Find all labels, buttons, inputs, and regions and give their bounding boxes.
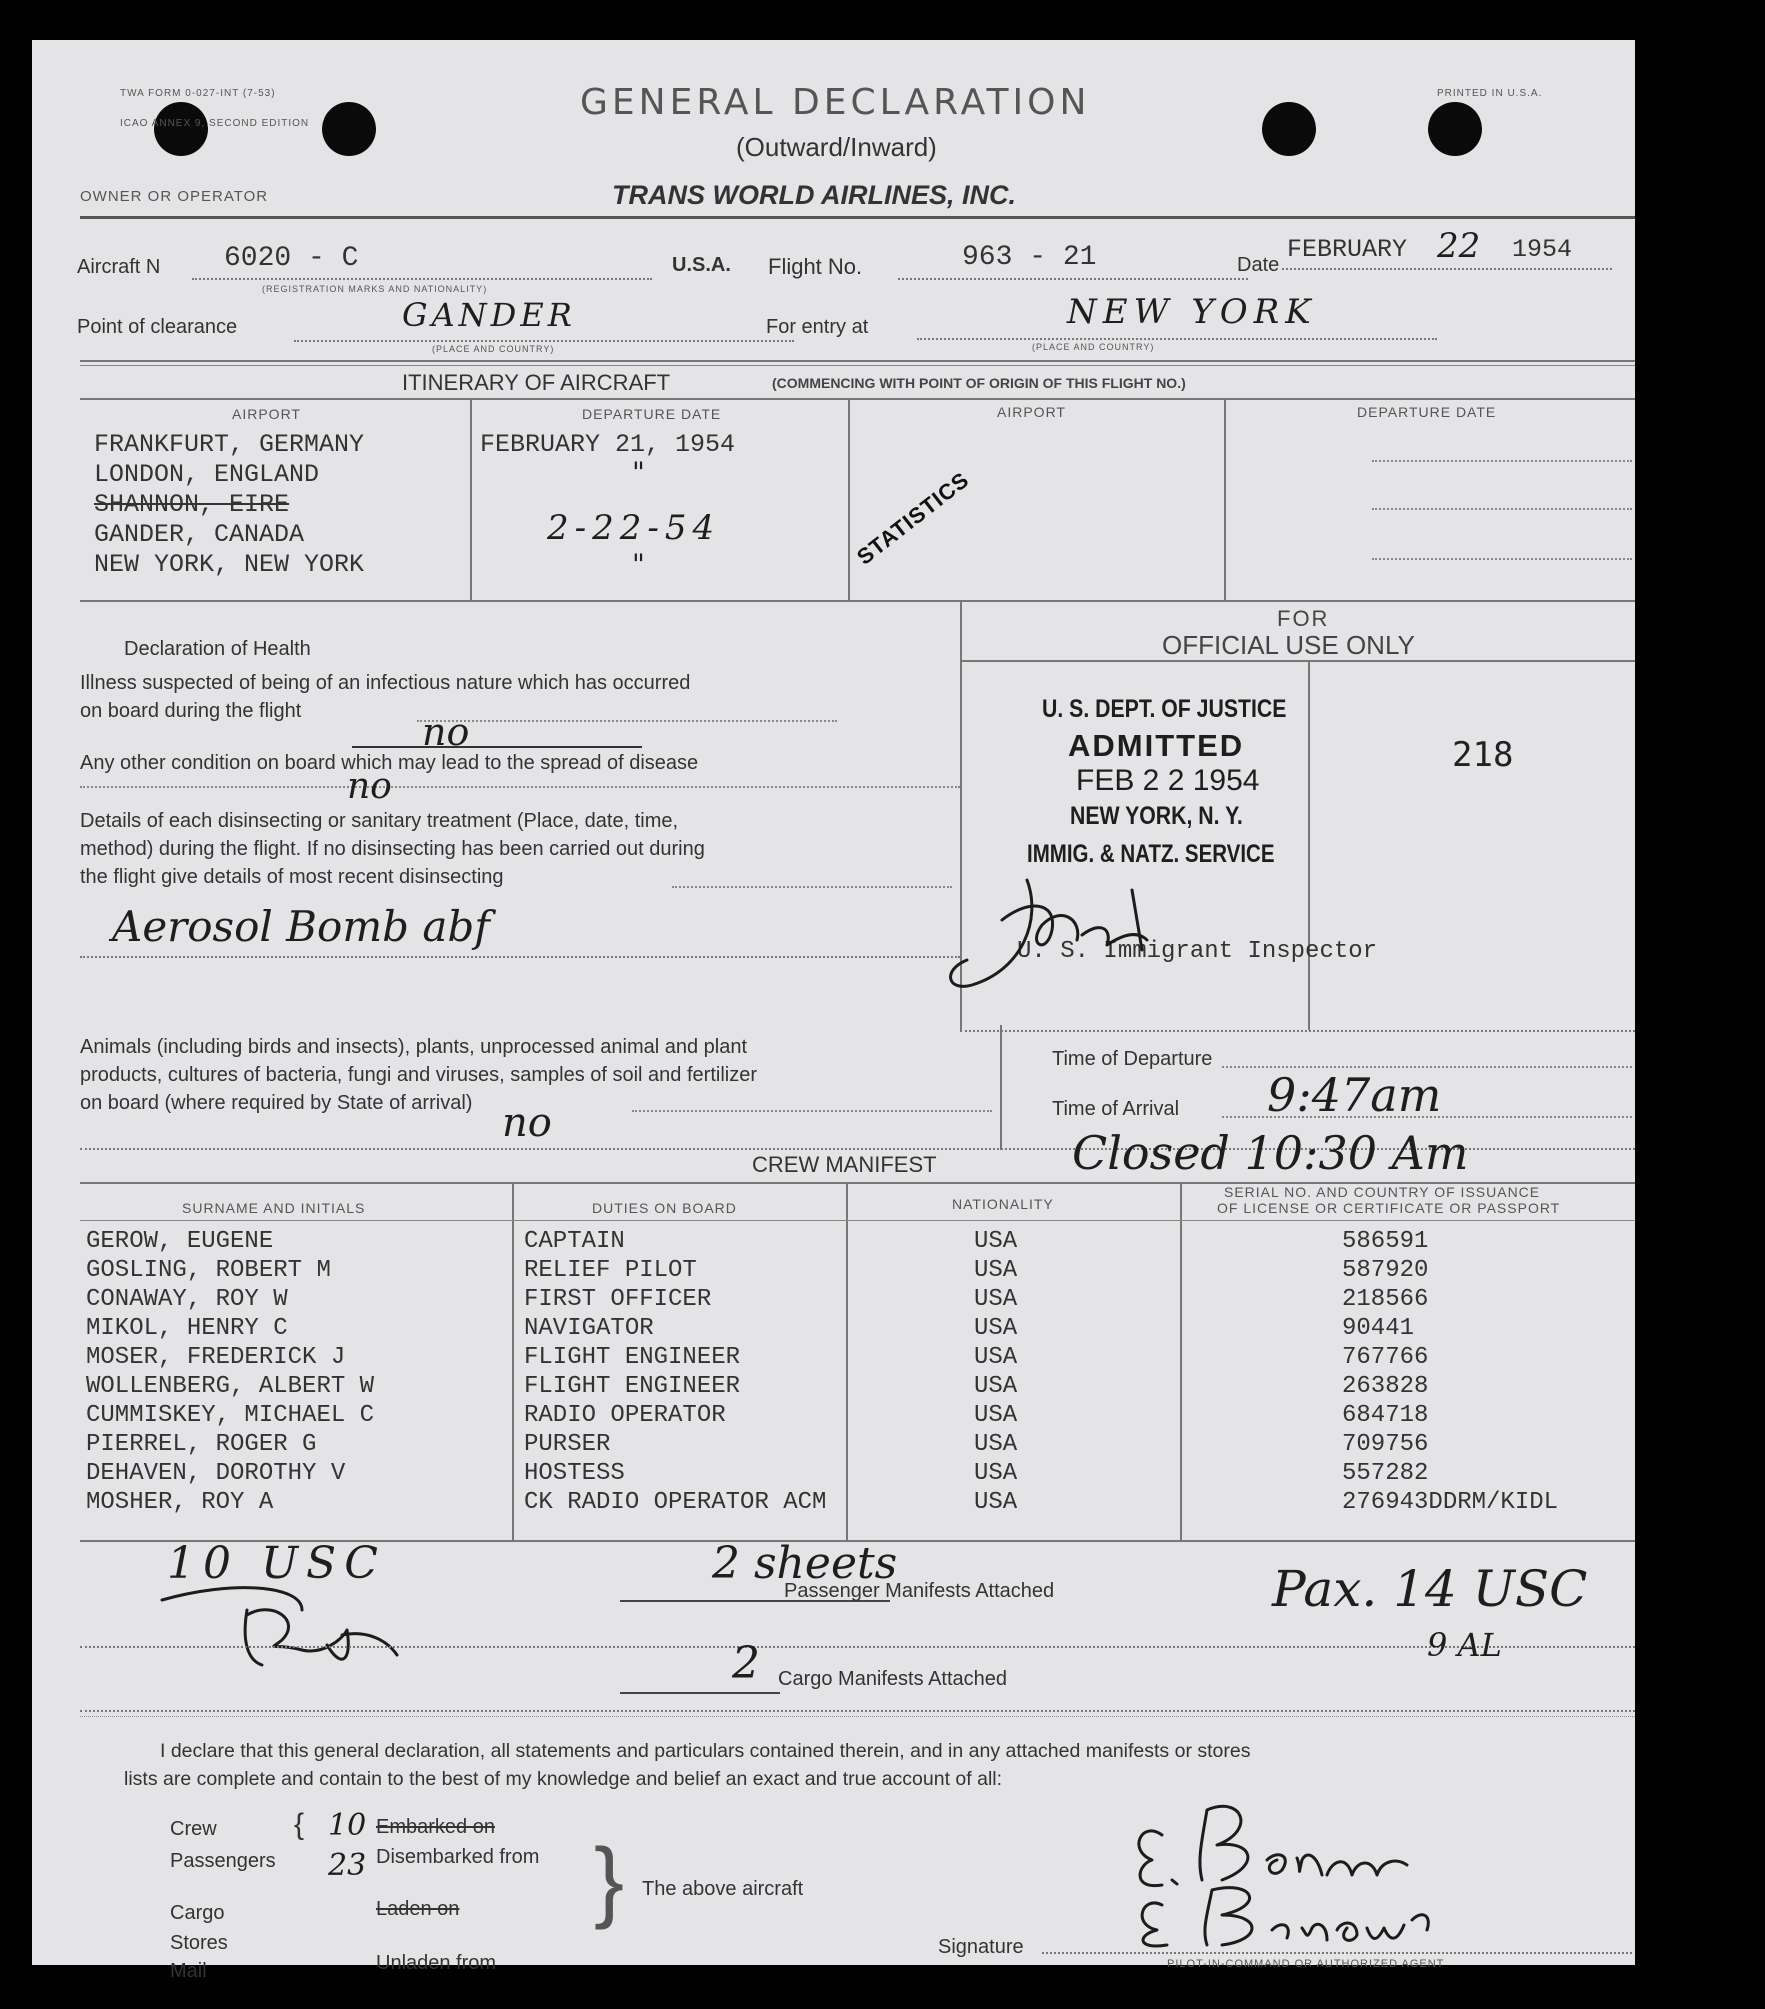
health-answer-3: Aerosol Bomb abf <box>112 902 490 951</box>
crew-duty: RELIEF PILOT <box>524 1257 697 1284</box>
aircraft-line <box>192 278 652 280</box>
divider <box>1372 508 1632 510</box>
stamp-service: IMMIG. & NATZ. SERVICE <box>1027 840 1275 868</box>
signature-label: Signature <box>938 1936 1024 1958</box>
initials-signature <box>152 1570 412 1680</box>
itinerary-airport-4: GANDER, CANADA <box>94 520 305 549</box>
stamp-admitted: ADMITTED <box>1068 728 1245 763</box>
divider <box>80 1710 1635 1712</box>
arrival-time: 9:47am <box>1267 1068 1442 1122</box>
company-name: TRANS WORLD AIRLINES, INC. <box>612 180 1016 210</box>
crew-serial: 586591 <box>1342 1228 1429 1255</box>
crew-name: GOSLING, ROBERT M <box>86 1257 331 1284</box>
signature-line <box>1042 1952 1632 1954</box>
crew-name: WOLLENBERG, ALBERT W <box>86 1373 375 1400</box>
aircraft-number: 6020 - C <box>224 243 359 274</box>
itinerary-header-date-2: DEPARTURE DATE <box>1357 404 1497 420</box>
brace-right: } <box>594 1831 625 1931</box>
stores-label: Stores <box>170 1932 228 1954</box>
stamp-date: FEB 2 2 1954 <box>1076 764 1260 797</box>
manifest-line <box>620 1692 780 1694</box>
date-year: 1954 <box>1512 235 1573 264</box>
animals-answer: no <box>502 1100 552 1146</box>
animals-line-2: products, cultures of bacteria, fungi and viruses, samples of soil and fertilizer <box>80 1064 757 1086</box>
crew-name: CUMMISKEY, MICHAEL C <box>86 1402 375 1429</box>
health-q1-line2: on board during the flight <box>80 700 302 722</box>
signer-note: PILOT-IN-COMMAND OR AUTHORIZED AGENT <box>1167 1958 1445 1970</box>
divider <box>1308 660 1310 1030</box>
official-use-label: OFFICIAL USE ONLY <box>1162 630 1415 660</box>
itinerary-date-1: FEBRUARY 21, 1954 <box>480 430 736 459</box>
crew-duty: RADIO OPERATOR <box>524 1402 726 1429</box>
crew-header-nationality: NATIONALITY <box>952 1196 1054 1212</box>
punch-hole <box>154 102 208 156</box>
date-label: Date <box>1237 254 1280 276</box>
aircraft-label: Aircraft N <box>77 256 161 278</box>
crew-nationality: USA <box>974 1373 1018 1400</box>
cargo-label: Cargo <box>170 1902 225 1924</box>
registration-note: (REGISTRATION MARKS AND NATIONALITY) <box>262 284 488 294</box>
stamp-dept: U. S. DEPT. OF JUSTICE <box>1042 695 1287 723</box>
crew-serial: 767766 <box>1342 1344 1429 1371</box>
divider <box>512 1182 514 1542</box>
health-answer-1: no <box>422 710 470 754</box>
flight-number: 963 - 21 <box>962 242 1097 273</box>
divider <box>846 1182 848 1542</box>
above-aircraft-label: The above aircraft <box>642 1878 804 1900</box>
stamp-city: NEW YORK, N. Y. <box>1070 802 1243 830</box>
crew-header-duties: DUTIES ON BOARD <box>592 1200 737 1216</box>
divider <box>960 1030 1635 1032</box>
printed-note: PRINTED IN U.S.A. <box>1437 88 1543 99</box>
crew-nationality: USA <box>974 1402 1018 1429</box>
divider <box>80 1646 1635 1648</box>
crew-serial: 709756 <box>1342 1431 1429 1458</box>
crew-duty: HOSTESS <box>524 1460 625 1487</box>
crew-nationality: USA <box>974 1257 1018 1284</box>
crew-name: MOSER, FREDERICK J <box>86 1344 346 1371</box>
itinerary-date-4: 2-22-54 <box>547 508 721 548</box>
arrival-label: Time of Arrival <box>1052 1098 1180 1120</box>
crew-serial: 276943DDRM/KIDL <box>1342 1489 1559 1516</box>
crew-serial: 218566 <box>1342 1286 1429 1313</box>
right-note: Pax. 14 USC <box>1272 1560 1588 1618</box>
entry-label: For entry at <box>766 316 869 338</box>
divider <box>848 398 850 600</box>
cargo-manifest-count: 2 <box>732 1638 760 1689</box>
itinerary-date-5: " <box>632 548 645 581</box>
itinerary-header-date: DEPARTURE DATE <box>582 406 722 422</box>
itinerary-airport-3: SHANNON, EIRE <box>94 490 290 519</box>
crew-title: CREW MANIFEST <box>752 1152 937 1177</box>
entry-value: NEW YORK <box>1067 292 1317 332</box>
divider <box>1222 1116 1632 1118</box>
itinerary-header-airport-2: AIRPORT <box>997 404 1066 420</box>
itinerary-subtitle: (COMMENCING WITH POINT OF ORIGIN OF THIS FLIGHT NO.) <box>772 375 1186 391</box>
health-q3-line3: the flight give details of most recent disinsecting <box>80 866 504 888</box>
itinerary-airport-1: FRANKFURT, GERMANY <box>94 430 365 459</box>
health-answer-2: no <box>347 766 392 807</box>
general-declaration-sheet <box>32 40 1635 1982</box>
crew-name: PIERREL, ROGER G <box>86 1431 317 1458</box>
crew-serial: 263828 <box>1342 1373 1429 1400</box>
animals-line-1: Animals (including birds and insects), plants, unprocessed animal and plant <box>80 1036 748 1058</box>
divider <box>80 360 1635 362</box>
health-q3-line2: method) during the flight. If no disinsecting has been carried out during <box>80 838 705 860</box>
icao-reference: ICAO ANNEX 9, SECOND EDITION <box>120 118 310 129</box>
health-q3-line1: Details of each disinsecting or sanitary treatment (Place, date, time, <box>80 810 679 832</box>
embarked-label: Embarked on <box>376 1816 495 1838</box>
crew-nationality: USA <box>974 1344 1018 1371</box>
disembarked-label: Disembarked from <box>376 1846 540 1868</box>
entry-line <box>917 338 1437 340</box>
divider <box>1372 558 1632 560</box>
crew-name: CONAWAY, ROY W <box>86 1286 288 1313</box>
crew-name: MIKOL, HENRY C <box>86 1315 288 1342</box>
crew-duty: FIRST OFFICER <box>524 1286 712 1313</box>
crew-serial: 90441 <box>1342 1315 1415 1342</box>
official-for: FOR <box>1277 606 1330 631</box>
passenger-manifest-count: 2 sheets <box>712 1538 898 1589</box>
divider <box>1180 1182 1182 1542</box>
animals-line-3: on board (where required by State of arrival) <box>80 1092 473 1114</box>
brace: { <box>294 1808 305 1841</box>
crew-count: 10 <box>328 1808 367 1843</box>
divider <box>80 956 960 958</box>
divider <box>80 1716 1635 1717</box>
itinerary-airport-2: LONDON, ENGLAND <box>94 460 320 489</box>
itinerary-date-2: " <box>632 456 645 489</box>
date-line <box>1282 268 1612 270</box>
crew-serial: 557282 <box>1342 1460 1429 1487</box>
crew-duty: CK RADIO OPERATOR ACM <box>524 1489 827 1516</box>
divider <box>80 398 1635 400</box>
entry-place-note: (PLACE AND COUNTRY) <box>1032 342 1155 352</box>
passenger-count: 23 <box>328 1848 367 1883</box>
itinerary-title: ITINERARY OF AIRCRAFT <box>402 370 671 395</box>
divider <box>80 600 1635 602</box>
itinerary-header-airport: AIRPORT <box>232 406 301 422</box>
health-q2: Any other condition on board which may lead to the spread of disease <box>80 752 699 774</box>
divider <box>80 786 960 788</box>
divider <box>1000 1025 1002 1150</box>
crew-nationality: USA <box>974 1489 1018 1516</box>
laden-label: Laden on <box>376 1898 460 1920</box>
divider <box>1224 398 1226 600</box>
left-note: 10 USC <box>167 1538 386 1589</box>
crew-name: DEHAVEN, DOROTHY V <box>86 1460 346 1487</box>
flight-line <box>898 278 1248 280</box>
punch-hole <box>1428 102 1482 156</box>
flight-no-label: Flight No. <box>768 254 863 279</box>
crew-duty: CAPTAIN <box>524 1228 625 1255</box>
crew-name: MOSHER, ROY A <box>86 1489 274 1516</box>
crew-nationality: USA <box>974 1286 1018 1313</box>
unladen-label: Unladen from <box>376 1952 497 1974</box>
crew-label: Crew <box>170 1818 217 1840</box>
crew-header-serial-2: OF LICENSE OR CERTIFICATE OR PASSPORT <box>1217 1200 1561 1216</box>
itinerary-airport-5: NEW YORK, NEW YORK <box>94 550 365 579</box>
clearance-label: Point of clearance <box>77 316 238 338</box>
divider <box>632 1110 992 1112</box>
divider <box>470 398 472 600</box>
form-subtitle: (Outward/Inward) <box>736 132 937 162</box>
mail-label: Mail <box>170 1960 207 1982</box>
divider <box>80 365 1635 366</box>
answer-underline <box>352 746 642 748</box>
divider <box>1372 460 1632 462</box>
nationality-mark: U.S.A. <box>672 254 731 276</box>
official-number: 218 <box>1452 735 1514 775</box>
date-day: 22 <box>1437 226 1481 266</box>
divider <box>80 1220 1635 1221</box>
crew-header-name: SURNAME AND INITIALS <box>182 1200 366 1216</box>
divider <box>962 660 1635 662</box>
closed-note: Closed 10:30 Am <box>1072 1126 1469 1180</box>
date-month: FEBRUARY <box>1287 235 1408 264</box>
divider <box>417 720 837 722</box>
crew-duty: PURSER <box>524 1431 611 1458</box>
health-q1-line1: Illness suspected of being of an infectious nature which has occurred <box>80 672 691 694</box>
crew-nationality: USA <box>974 1315 1018 1342</box>
punch-hole <box>322 102 376 156</box>
form-title: GENERAL DECLARATION <box>580 82 1091 123</box>
divider <box>672 886 952 888</box>
clearance-value: GANDER <box>402 296 576 334</box>
punch-hole <box>1262 102 1316 156</box>
crew-header-serial-1: SERIAL NO. AND COUNTRY OF ISSUANCE <box>1224 1184 1541 1200</box>
health-title: Declaration of Health <box>124 638 311 660</box>
crew-duty: NAVIGATOR <box>524 1315 654 1342</box>
crew-nationality: USA <box>974 1228 1018 1255</box>
owner-label: OWNER OR OPERATOR <box>80 188 269 205</box>
inspector-signature <box>932 860 1192 1000</box>
declaration-line-2: lists are complete and contain to the best of my knowledge and belief an exact and true account of all: <box>124 1768 1003 1790</box>
place-note: (PLACE AND COUNTRY) <box>432 344 555 354</box>
right-note-2: 9 AL <box>1427 1626 1502 1664</box>
crew-nationality: USA <box>974 1460 1018 1487</box>
crew-duty: FLIGHT ENGINEER <box>524 1373 741 1400</box>
passenger-manifest-label: Passenger Manifests Attached <box>784 1580 1055 1602</box>
passengers-label: Passengers <box>170 1850 276 1872</box>
clearance-line <box>294 340 794 342</box>
crew-name: GEROW, EUGENE <box>86 1228 274 1255</box>
crew-serial: 684718 <box>1342 1402 1429 1429</box>
pilot-signature <box>1122 1780 1522 1950</box>
crew-duty: FLIGHT ENGINEER <box>524 1344 741 1371</box>
statistics-stamp: STATISTICS <box>852 466 974 570</box>
form-code: TWA FORM 0-027-INT (7-53) <box>120 88 276 99</box>
crew-serial: 587920 <box>1342 1257 1429 1284</box>
crew-nationality: USA <box>974 1431 1018 1458</box>
declaration-line-1: I declare that this general declaration, all statements and particulars contained therein, and in any attached manifests or stores <box>160 1740 1251 1762</box>
cargo-manifest-label: Cargo Manifests Attached <box>778 1668 1008 1690</box>
divider <box>80 216 1635 219</box>
departure-label: Time of Departure <box>1052 1048 1213 1070</box>
inspector-title: U. S. Immigrant Inspector <box>1017 938 1378 965</box>
